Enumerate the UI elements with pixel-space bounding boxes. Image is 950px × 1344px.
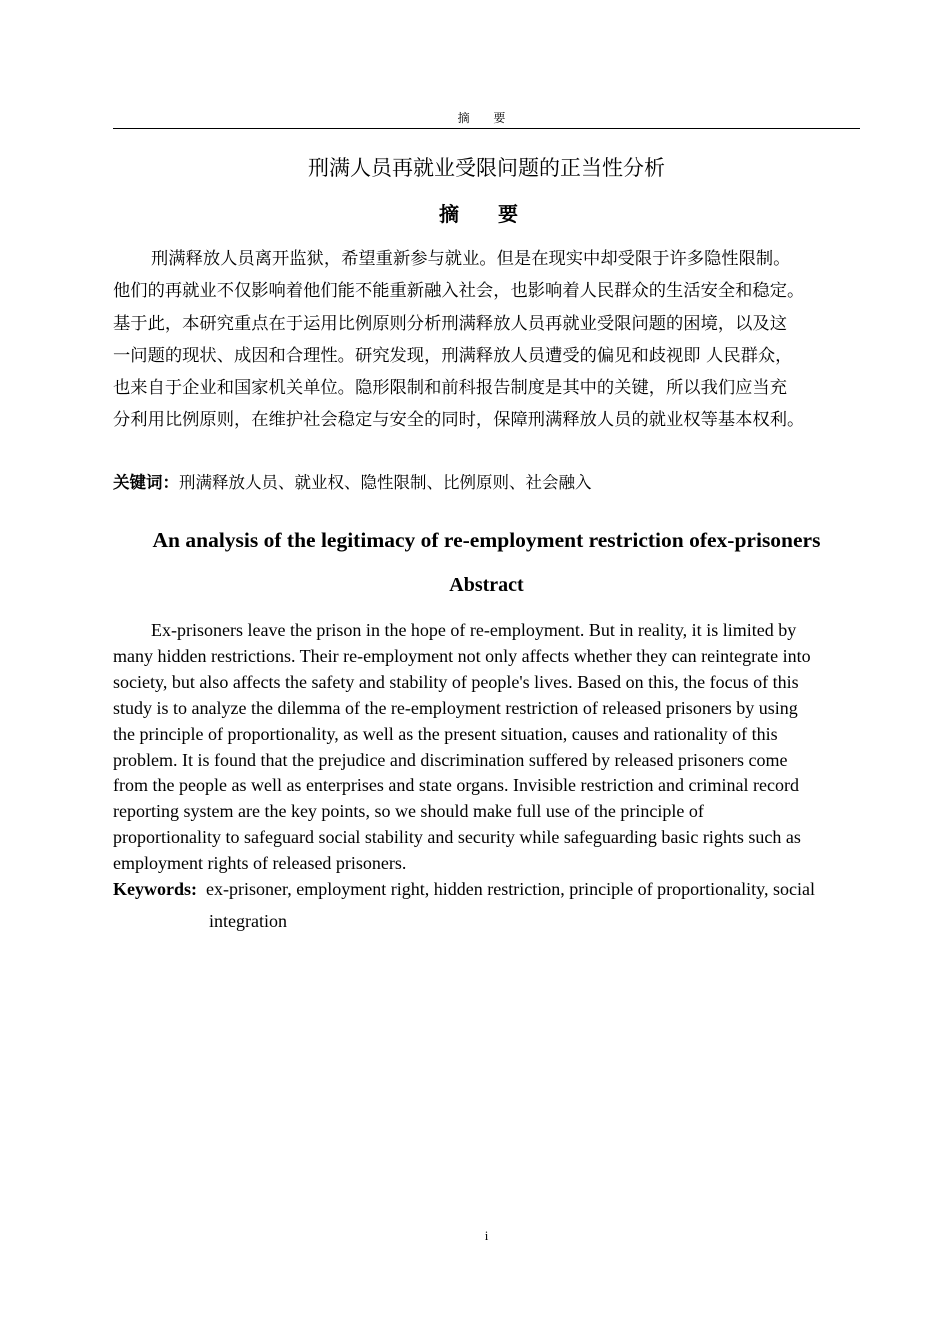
abstract-cn-line: 刑满释放人员离开监狱，希望重新参与就业。但是在现实中却受限于许多隐性限制。 <box>151 249 791 269</box>
keywords-en <box>113 879 815 900</box>
abstract-cn-line: 一问题的现状、成因和合理性。研究发现，刑满释放人员遭受的偏见和歧视即 人民群众， <box>113 345 793 366</box>
title-en: An analysis of the legitimacy of re-employment restriction ofex-prisoners <box>152 528 821 552</box>
abstract-en <box>113 618 811 877</box>
abstract-cn <box>113 243 873 437</box>
keywords-en-text: ex-prisoner, employment right, hidden restriction, principle of proportionality, social <box>206 879 815 899</box>
page-number: i <box>484 1228 489 1243</box>
keywords-cn-text: 刑满释放人员、就业权、隐性限制、比例原则、社会融入 <box>179 473 592 492</box>
abstract-heading-cn: 摘 要 <box>439 202 534 226</box>
abstract-cn-line: 他们的再就业不仅影响着他们能不能重新融入社会，也影响着人民群众的生活安全和稳定。 <box>113 281 805 302</box>
abstract-en-line: employment rights of released prisoners. <box>113 853 407 874</box>
abstract-en-line: society, but also affects the safety and stability of people's lives. Based on this, the focus of this <box>113 671 799 692</box>
abstract-cn-line: 也来自于企业和国家机关单位。隐形限制和前科报告制度是其中的关键，所以我们应当充 <box>113 378 787 399</box>
running-header: 摘 要 <box>457 111 516 125</box>
abstract-en-line: from the people as well as enterprises and state organs. Invisible restriction and criminal record <box>113 775 799 796</box>
keywords-en-continued: integration <box>209 911 287 931</box>
keywords-cn <box>113 469 592 493</box>
keywords-en-label: Keywords: <box>113 879 197 899</box>
title-cn: 刑满人员再就业受限问题的正当性分析 <box>308 156 665 180</box>
abstract-en-line: Ex-prisoners leave the prison in the hope of re-employment. But in reality, it is limited by <box>151 620 797 640</box>
abstract-heading-en: Abstract <box>449 574 524 596</box>
abstract-en-line: the principle of proportionality, as well as the present situation, causes and rationality of this <box>113 723 778 744</box>
abstract-en-line: reporting system are the key points, so we should make full use of the principle of <box>113 801 704 822</box>
abstract-en-line: problem. It is found that the prejudice and discrimination suffered by released prisoners come <box>113 749 788 770</box>
abstract-en-line: study is to analyze the dilemma of the re-employment restriction of released prisoners by using <box>113 697 798 718</box>
keywords-cn-label: 关键词： <box>113 473 179 492</box>
abstract-cn-line: 基于此，本研究重点在于运用比例原则分析刑满释放人员再就业受限问题的困境，以及这 <box>113 313 787 334</box>
abstract-en-line: many hidden restrictions. Their re-employment not only affects whether they can reintegrate into <box>113 645 811 666</box>
abstract-cn-line: 分利用比例原则，在维护社会稳定与安全的同时，保障刑满释放人员的就业权等基本权利。 <box>113 410 805 431</box>
abstract-en-line: proportionality to safeguard social stability and security while safeguarding basic rights such as <box>113 827 801 848</box>
header-rule <box>113 128 860 129</box>
